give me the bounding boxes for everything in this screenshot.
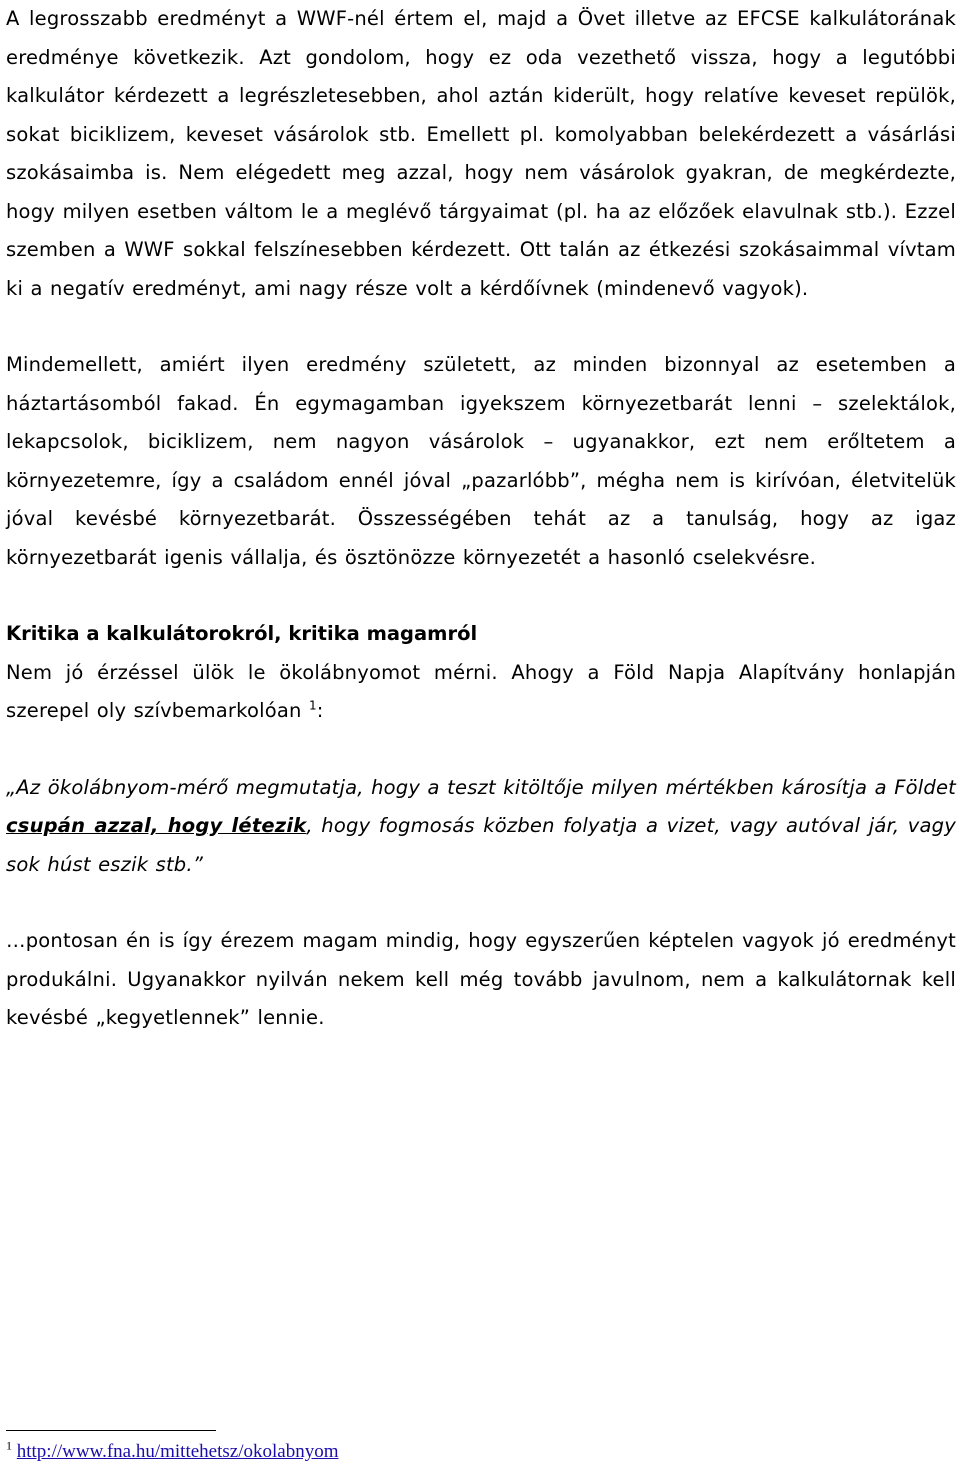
quote-block	[6, 769, 956, 885]
paragraph-conclusion: …pontosan én is így érezem magam mindig, hogy egyszerűen képtelen vagyok jó eredményt produkálni. Ugyanakkor nyilván nekem kell még tovább javulnom, nem a kalkulátornak kell kevésbé „kegyetlennek” lennie.	[6, 929, 956, 1029]
paragraph-calculator-results: A legrosszabb eredményt a WWF-nél értem el, majd a Övet illetve az EFCSE kalkulátorának eredménye következik. Azt gondolom, hogy ez oda vezethető vissza, hogy a legutóbbi kalkulátor kérdezett a legrészletesebben, ahol aztán kiderült, hogy relatíve keveset repülök, sokat biciklizem, keveset vásárolok stb. Emellett pl. komolyabban belekérdezett a vásárlási szokásaimba is. Nem elégedett meg azzal, hogy nem vásárolok gyakran, de megkérdezte, hogy milyen esetben váltom le a meglévő tárgyaimat (pl. ha az előzőek elavulnak stb.). Ezzel szemben a WWF sokkal felszínesebben kérdezett. Ott talán az étkezési szokásaimmal vívtam ki a negatív eredményt, ami nagy része volt a kérdőívnek (mindenevő vagyok).	[6, 7, 956, 300]
paragraph-intro-quote	[6, 654, 956, 731]
footnote-number: 1	[6, 1438, 12, 1453]
footnote-link[interactable]: http://www.fna.hu/mittehetsz/okolabnyom	[16, 1441, 339, 1462]
paragraph-household: Mindemellett, amiért ilyen eredmény született, az minden bizonnyal az esetemben a háztartásomból fakad. Én egymagamban igyekszem környezetbarát lenni – szelektálok, lekapcsolok, biciklizem, nem nagyon vásárolok – ugyanakkor, ezt nem erőltetem a környezetemre, így a családom ennél jóval „pazarlóbb”, mégha nem is kirívóan, életvitelük jóval kevésbé környezetbarát. Összességében tehát az a tanulság, hogy az igaz környezetbarát igenis vállalja, és ösztönözze környezetét a hasonló cselekvésre.	[6, 353, 956, 569]
footnote-reference[interactable]: 1	[308, 698, 317, 713]
quote-text-end: , hogy fogmosás közben folyatja a vizet, vagy autóval jár, vagy sok húst eszik stb.”	[6, 814, 956, 876]
quote-text-start: „Az ökolábnyom-mérő megmutatja, hogy a teszt kitöltője milyen mértékben károsítja a Földet	[6, 775, 956, 799]
footnote	[6, 1440, 338, 1464]
document-body	[6, 0, 956, 1038]
section-heading: Kritika a kalkulátorokról, kritika magamról	[6, 622, 478, 645]
quote-emphasis: csupán azzal, hogy létezik	[6, 814, 307, 837]
paragraph-intro-colon: :	[316, 699, 324, 722]
paragraph-intro-text: Nem jó érzéssel ülök le ökolábnyomot mérni. Ahogy a Föld Napja Alapítvány honlapján szerepel oly szívbemarkolóan	[6, 660, 956, 722]
footnote-divider	[6, 1430, 216, 1431]
